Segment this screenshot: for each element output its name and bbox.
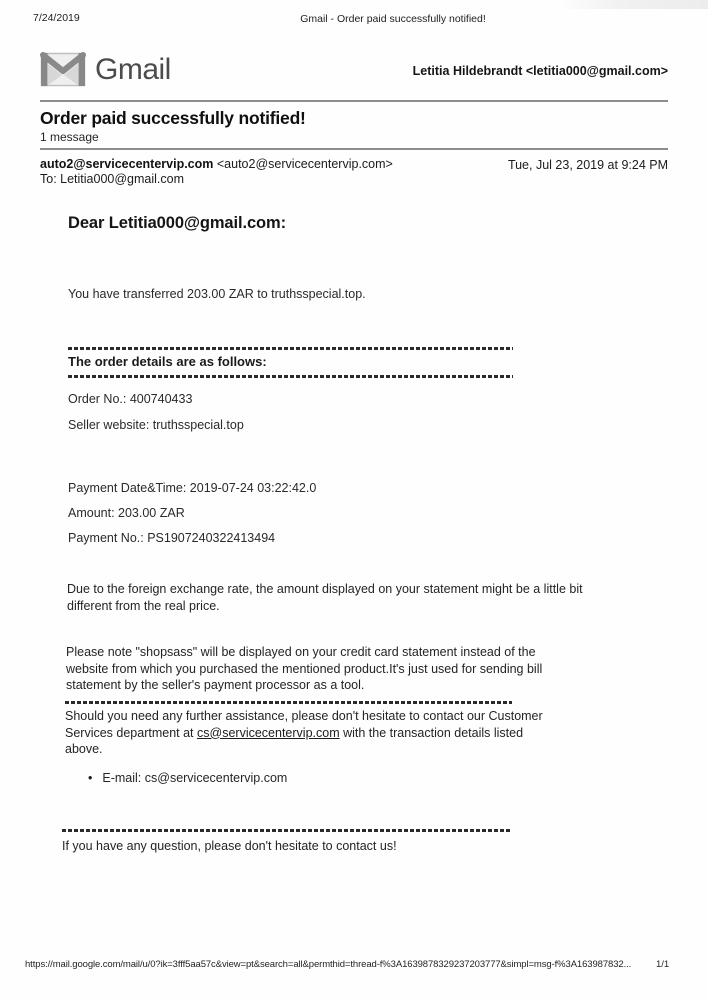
scan-artifact [558, 0, 708, 9]
print-footer-page-number: 1/1 [656, 959, 670, 970]
contact-email-list-item [88, 771, 287, 785]
payment-amount: Amount: 203.00 ZAR [68, 506, 185, 520]
salutation: Dear Letitia000@gmail.com: [68, 214, 286, 232]
subject-divider [40, 148, 668, 150]
sender-row [40, 157, 393, 171]
contact-email-text: E-mail: cs@servicecentervip.com [102, 771, 288, 785]
customer-service-email-link[interactable]: cs@servicecentervip.com [197, 725, 340, 740]
gmail-logo [40, 52, 171, 87]
gmail-wordmark: Gmail [95, 52, 171, 86]
message-date: Tue, Jul 23, 2019 at 9:24 PM [507, 158, 668, 172]
dashed-separator [68, 375, 513, 378]
recipient-line: To: Letitia000@gmail.com [40, 172, 185, 186]
payment-datetime: Payment Date&Time: 2019-07-24 03:22:42.0 [68, 481, 317, 495]
header-divider [40, 100, 668, 102]
print-footer-url: https://mail.google.com/mail/u/0?ik=3fff5aa57c&view=pt&search=all&permthid=thread-f%3A1639878329237203777&simpl=msg-f%3A163987832... [25, 959, 632, 970]
account-owner: Letitia Hildebrandt <letitia000@gmail.com> [412, 64, 668, 78]
dashed-separator [65, 701, 512, 704]
assistance-text-after: with the transaction details listed above. [65, 725, 524, 756]
transfer-summary: You have transferred 203.00 ZAR to truthsspecial.top. [68, 287, 366, 301]
sender-name: auto2@servicecentervip.com [40, 157, 214, 171]
seller-website: Seller website: truthsspecial.top [68, 418, 244, 432]
dashed-separator [68, 347, 513, 350]
dashed-separator [62, 829, 511, 832]
statement-descriptor-note: Please note "shopsass" will be displayed on your credit card statement instead of the website from which you purchased the mentioned product.It's just used for sending bill statement by the seller's payment processor as a tool. [66, 645, 543, 692]
print-title: Gmail - Order paid successfully notified! [300, 13, 486, 25]
email-subject: Order paid successfully notified! [40, 108, 306, 128]
print-date: 7/24/2019 [33, 12, 80, 24]
closing-line: If you have any question, please don't hesitate to contact us! [62, 839, 397, 853]
exchange-rate-note: Due to the foreign exchange rate, the amount displayed on your statement might be a little bit different from the real price. [67, 582, 583, 613]
sender-address: <auto2@servicecentervip.com> [213, 157, 393, 171]
order-number: Order No.: 400740433 [68, 392, 193, 406]
message-count: 1 message [40, 130, 99, 144]
bullet-dot: • [88, 771, 93, 785]
assistance-text-before: Should you need any further assistance, please don't hesitate to contact our Customer Services department at [65, 709, 543, 740]
gmail-envelope-icon [40, 52, 86, 87]
order-details-heading: The order details are as follows: [68, 354, 267, 369]
payment-number: Payment No.: PS1907240322413494 [68, 531, 276, 545]
assistance-note [65, 708, 547, 758]
